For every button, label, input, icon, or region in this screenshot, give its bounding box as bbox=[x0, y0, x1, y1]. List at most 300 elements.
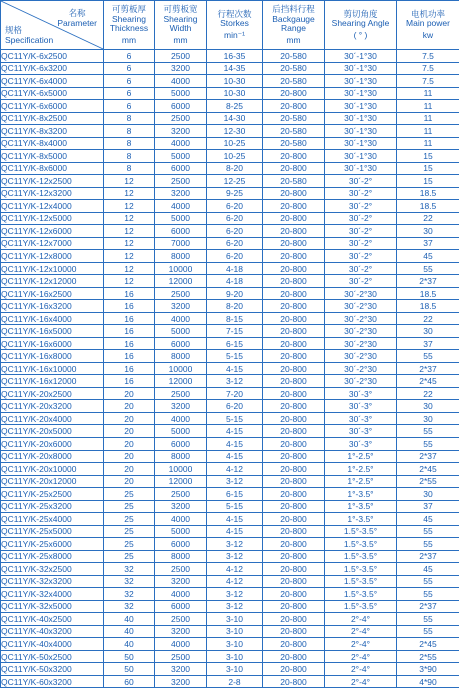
angle-cell: 2°-4° bbox=[325, 625, 397, 638]
power-cell: 15 bbox=[397, 175, 459, 188]
model-cell: QC11Y/K-20x5000 bbox=[1, 425, 104, 438]
power-cell: 11 bbox=[397, 125, 459, 138]
strokes-cell: 6-20 bbox=[207, 212, 263, 225]
strokes-cell: 6-15 bbox=[207, 337, 263, 350]
table-row bbox=[1, 212, 459, 225]
thickness-cell: 12 bbox=[104, 175, 155, 188]
header-power-unit: kw bbox=[397, 31, 459, 41]
thickness-cell: 16 bbox=[104, 362, 155, 375]
header-backgauge-unit: mm bbox=[263, 36, 324, 46]
table-row bbox=[1, 563, 459, 576]
header-parameter-en: Parameter bbox=[57, 19, 97, 29]
thickness-cell: 32 bbox=[104, 588, 155, 601]
power-cell: 3*90 bbox=[397, 663, 459, 676]
table-row bbox=[1, 200, 459, 213]
thickness-cell: 50 bbox=[104, 650, 155, 663]
width-cell: 6000 bbox=[155, 225, 207, 238]
model-cell: QC11Y/K-6x2500 bbox=[1, 50, 104, 63]
power-cell: 45 bbox=[397, 250, 459, 263]
table-row bbox=[1, 463, 459, 476]
angle-cell: 30´-3° bbox=[325, 412, 397, 425]
header-backgauge-en: Backgauge Range bbox=[263, 15, 324, 34]
strokes-cell: 6-20 bbox=[207, 250, 263, 263]
table-row bbox=[1, 488, 459, 501]
thickness-cell: 12 bbox=[104, 212, 155, 225]
model-cell: QC11Y/K-60x3200 bbox=[1, 675, 104, 688]
thickness-cell: 32 bbox=[104, 600, 155, 613]
strokes-cell: 14-35 bbox=[207, 62, 263, 75]
table-row bbox=[1, 50, 459, 63]
angle-cell: 1°-3.5° bbox=[325, 488, 397, 501]
table-row bbox=[1, 538, 459, 551]
model-cell: QC11Y/K-16x5000 bbox=[1, 325, 104, 338]
width-cell: 3200 bbox=[155, 62, 207, 75]
power-cell: 55 bbox=[397, 350, 459, 363]
backgauge-cell: 20-800 bbox=[263, 212, 325, 225]
strokes-cell: 4-18 bbox=[207, 275, 263, 288]
header-backgauge bbox=[263, 1, 325, 50]
angle-cell: 30´-2°30 bbox=[325, 325, 397, 338]
model-cell: QC11Y/K-6x6000 bbox=[1, 100, 104, 113]
power-cell: 45 bbox=[397, 563, 459, 576]
power-cell: 11 bbox=[397, 112, 459, 125]
model-cell: QC11Y/K-40x2500 bbox=[1, 613, 104, 626]
thickness-cell: 16 bbox=[104, 350, 155, 363]
header-parameter bbox=[57, 9, 97, 28]
width-cell: 3200 bbox=[155, 625, 207, 638]
spec-table-body bbox=[1, 50, 459, 688]
model-cell: QC11Y/K-6x3200 bbox=[1, 62, 104, 75]
header-strokes-en: Storkes bbox=[207, 19, 262, 29]
table-row bbox=[1, 75, 459, 88]
backgauge-cell: 20-800 bbox=[263, 325, 325, 338]
width-cell: 6000 bbox=[155, 538, 207, 551]
angle-cell: 30´-2° bbox=[325, 262, 397, 275]
thickness-cell: 20 bbox=[104, 425, 155, 438]
header-width-en: Shearing Width bbox=[155, 15, 206, 34]
strokes-cell: 5-15 bbox=[207, 350, 263, 363]
thickness-cell: 16 bbox=[104, 287, 155, 300]
power-cell: 30 bbox=[397, 412, 459, 425]
power-cell: 11 bbox=[397, 137, 459, 150]
angle-cell: 1.5°-3.5° bbox=[325, 588, 397, 601]
backgauge-cell: 20-800 bbox=[263, 250, 325, 263]
backgauge-cell: 20-800 bbox=[263, 187, 325, 200]
model-cell: QC11Y/K-16x2500 bbox=[1, 287, 104, 300]
table-row bbox=[1, 162, 459, 175]
table-row bbox=[1, 425, 459, 438]
backgauge-cell: 20-580 bbox=[263, 137, 325, 150]
thickness-cell: 12 bbox=[104, 275, 155, 288]
header-angle-cn: 剪切角度 bbox=[325, 10, 396, 20]
strokes-cell: 4-15 bbox=[207, 450, 263, 463]
width-cell: 12000 bbox=[155, 275, 207, 288]
header-strokes-cn: 行程次数 bbox=[207, 10, 262, 20]
backgauge-cell: 20-800 bbox=[263, 625, 325, 638]
angle-cell: 1°-3.5° bbox=[325, 500, 397, 513]
model-cell: QC11Y/K-32x4000 bbox=[1, 588, 104, 601]
angle-cell: 30´-1°30 bbox=[325, 162, 397, 175]
angle-cell: 30´-2° bbox=[325, 187, 397, 200]
model-cell: QC11Y/K-32x5000 bbox=[1, 600, 104, 613]
backgauge-cell: 20-800 bbox=[263, 412, 325, 425]
strokes-cell: 4-12 bbox=[207, 575, 263, 588]
table-row bbox=[1, 262, 459, 275]
backgauge-cell: 20-800 bbox=[263, 463, 325, 476]
power-cell: 2*37 bbox=[397, 362, 459, 375]
model-cell: QC11Y/K-20x10000 bbox=[1, 463, 104, 476]
angle-cell: 30´-1°30 bbox=[325, 137, 397, 150]
power-cell: 30 bbox=[397, 400, 459, 413]
angle-cell: 2°-4° bbox=[325, 663, 397, 676]
backgauge-cell: 20-800 bbox=[263, 425, 325, 438]
model-cell: QC11Y/K-8x2500 bbox=[1, 112, 104, 125]
thickness-cell: 8 bbox=[104, 125, 155, 138]
model-cell: QC11Y/K-20x4000 bbox=[1, 412, 104, 425]
backgauge-cell: 20-580 bbox=[263, 125, 325, 138]
model-cell: QC11Y/K-25x3200 bbox=[1, 500, 104, 513]
power-cell: 15 bbox=[397, 162, 459, 175]
angle-cell: 1°-2.5° bbox=[325, 475, 397, 488]
table-row bbox=[1, 87, 459, 100]
angle-cell: 30´-1°30 bbox=[325, 75, 397, 88]
thickness-cell: 6 bbox=[104, 87, 155, 100]
strokes-cell: 4-15 bbox=[207, 513, 263, 526]
strokes-cell: 8-20 bbox=[207, 300, 263, 313]
model-cell: QC11Y/K-32x2500 bbox=[1, 563, 104, 576]
thickness-cell: 12 bbox=[104, 262, 155, 275]
table-row bbox=[1, 325, 459, 338]
table-row bbox=[1, 588, 459, 601]
strokes-cell: 3-12 bbox=[207, 550, 263, 563]
width-cell: 10000 bbox=[155, 463, 207, 476]
backgauge-cell: 20-800 bbox=[263, 400, 325, 413]
angle-cell: 30´-2° bbox=[325, 225, 397, 238]
thickness-cell: 12 bbox=[104, 237, 155, 250]
power-cell: 7.5 bbox=[397, 62, 459, 75]
backgauge-cell: 20-800 bbox=[263, 287, 325, 300]
width-cell: 6000 bbox=[155, 437, 207, 450]
table-row bbox=[1, 112, 459, 125]
power-cell: 37 bbox=[397, 337, 459, 350]
strokes-cell: 3-10 bbox=[207, 613, 263, 626]
angle-cell: 30´-3° bbox=[325, 387, 397, 400]
backgauge-cell: 20-800 bbox=[263, 437, 325, 450]
table-row bbox=[1, 237, 459, 250]
angle-cell: 30´-2°30 bbox=[325, 300, 397, 313]
angle-cell: 30´-2°30 bbox=[325, 375, 397, 388]
model-cell: QC11Y/K-12x2500 bbox=[1, 175, 104, 188]
backgauge-cell: 20-800 bbox=[263, 362, 325, 375]
backgauge-cell: 20-800 bbox=[263, 262, 325, 275]
header-specification-cn: 规格 bbox=[5, 26, 53, 36]
thickness-cell: 12 bbox=[104, 187, 155, 200]
angle-cell: 30´-2° bbox=[325, 250, 397, 263]
angle-cell: 30´-2°30 bbox=[325, 350, 397, 363]
table-row bbox=[1, 613, 459, 626]
table-row bbox=[1, 663, 459, 676]
backgauge-cell: 20-580 bbox=[263, 112, 325, 125]
header-width-unit: mm bbox=[155, 36, 206, 46]
thickness-cell: 12 bbox=[104, 225, 155, 238]
thickness-cell: 8 bbox=[104, 162, 155, 175]
thickness-cell: 20 bbox=[104, 437, 155, 450]
model-cell: QC11Y/K-25x6000 bbox=[1, 538, 104, 551]
power-cell: 2*37 bbox=[397, 550, 459, 563]
strokes-cell: 7-15 bbox=[207, 325, 263, 338]
power-cell: 37 bbox=[397, 500, 459, 513]
header-specification bbox=[5, 26, 53, 45]
thickness-cell: 16 bbox=[104, 337, 155, 350]
backgauge-cell: 20-800 bbox=[263, 237, 325, 250]
strokes-cell: 4-15 bbox=[207, 437, 263, 450]
width-cell: 2500 bbox=[155, 112, 207, 125]
width-cell: 4000 bbox=[155, 200, 207, 213]
table-row bbox=[1, 150, 459, 163]
strokes-cell: 3-12 bbox=[207, 375, 263, 388]
width-cell: 3200 bbox=[155, 187, 207, 200]
backgauge-cell: 20-800 bbox=[263, 663, 325, 676]
strokes-cell: 5-15 bbox=[207, 412, 263, 425]
angle-cell: 30´-2°30 bbox=[325, 337, 397, 350]
model-cell: QC11Y/K-16x12000 bbox=[1, 375, 104, 388]
model-cell: QC11Y/K-20x3200 bbox=[1, 400, 104, 413]
width-cell: 12000 bbox=[155, 475, 207, 488]
thickness-cell: 12 bbox=[104, 200, 155, 213]
model-cell: QC11Y/K-12x4000 bbox=[1, 200, 104, 213]
strokes-cell: 4-12 bbox=[207, 563, 263, 576]
angle-cell: 1.5°-3.5° bbox=[325, 538, 397, 551]
table-row bbox=[1, 300, 459, 313]
table-row bbox=[1, 412, 459, 425]
header-strokes bbox=[207, 1, 263, 50]
strokes-cell: 3-10 bbox=[207, 650, 263, 663]
angle-cell: 30´-1°30 bbox=[325, 62, 397, 75]
table-row bbox=[1, 650, 459, 663]
model-cell: QC11Y/K-12x10000 bbox=[1, 262, 104, 275]
width-cell: 8000 bbox=[155, 250, 207, 263]
angle-cell: 1°-2.5° bbox=[325, 450, 397, 463]
strokes-cell: 3-10 bbox=[207, 663, 263, 676]
model-cell: QC11Y/K-16x6000 bbox=[1, 337, 104, 350]
strokes-cell: 6-20 bbox=[207, 225, 263, 238]
backgauge-cell: 20-800 bbox=[263, 375, 325, 388]
header-strokes-unit: min⁻¹ bbox=[207, 31, 262, 41]
strokes-cell: 4-15 bbox=[207, 425, 263, 438]
backgauge-cell: 20-580 bbox=[263, 62, 325, 75]
table-row bbox=[1, 137, 459, 150]
angle-cell: 1°-3.5° bbox=[325, 513, 397, 526]
backgauge-cell: 20-580 bbox=[263, 75, 325, 88]
table-row bbox=[1, 550, 459, 563]
backgauge-cell: 20-800 bbox=[263, 350, 325, 363]
power-cell: 2*55 bbox=[397, 475, 459, 488]
strokes-cell: 3-12 bbox=[207, 538, 263, 551]
backgauge-cell: 20-800 bbox=[263, 550, 325, 563]
backgauge-cell: 20-800 bbox=[263, 162, 325, 175]
power-cell: 55 bbox=[397, 525, 459, 538]
angle-cell: 1.5°-3.5° bbox=[325, 525, 397, 538]
thickness-cell: 20 bbox=[104, 387, 155, 400]
width-cell: 5000 bbox=[155, 425, 207, 438]
angle-cell: 1.5°-3.5° bbox=[325, 550, 397, 563]
thickness-cell: 8 bbox=[104, 112, 155, 125]
strokes-cell: 10-30 bbox=[207, 75, 263, 88]
backgauge-cell: 20-800 bbox=[263, 500, 325, 513]
model-cell: QC11Y/K-16x10000 bbox=[1, 362, 104, 375]
width-cell: 4000 bbox=[155, 638, 207, 651]
table-row bbox=[1, 525, 459, 538]
width-cell: 2500 bbox=[155, 287, 207, 300]
table-row bbox=[1, 600, 459, 613]
power-cell: 2*37 bbox=[397, 275, 459, 288]
table-row bbox=[1, 100, 459, 113]
width-cell: 4000 bbox=[155, 137, 207, 150]
power-cell: 18.5 bbox=[397, 200, 459, 213]
table-row bbox=[1, 337, 459, 350]
power-cell: 2*55 bbox=[397, 650, 459, 663]
strokes-cell: 4-15 bbox=[207, 362, 263, 375]
power-cell: 30 bbox=[397, 488, 459, 501]
table-row bbox=[1, 362, 459, 375]
width-cell: 6000 bbox=[155, 162, 207, 175]
power-cell: 18.5 bbox=[397, 287, 459, 300]
header-parameter-cn: 名称 bbox=[57, 9, 97, 19]
angle-cell: 30´-1°30 bbox=[325, 50, 397, 63]
width-cell: 2500 bbox=[155, 650, 207, 663]
model-cell: QC11Y/K-25x4000 bbox=[1, 513, 104, 526]
width-cell: 8000 bbox=[155, 450, 207, 463]
width-cell: 8000 bbox=[155, 350, 207, 363]
strokes-cell: 4-15 bbox=[207, 525, 263, 538]
strokes-cell: 8-25 bbox=[207, 100, 263, 113]
header-specification-en: Specification bbox=[5, 36, 53, 46]
header-angle-unit: ( ° ) bbox=[325, 31, 396, 41]
power-cell: 2*45 bbox=[397, 638, 459, 651]
model-cell: QC11Y/K-12x3200 bbox=[1, 187, 104, 200]
power-cell: 55 bbox=[397, 425, 459, 438]
width-cell: 5000 bbox=[155, 525, 207, 538]
strokes-cell: 10-25 bbox=[207, 150, 263, 163]
power-cell: 18.5 bbox=[397, 300, 459, 313]
thickness-cell: 6 bbox=[104, 75, 155, 88]
width-cell: 6000 bbox=[155, 100, 207, 113]
model-cell: QC11Y/K-8x6000 bbox=[1, 162, 104, 175]
thickness-cell: 25 bbox=[104, 550, 155, 563]
backgauge-cell: 20-800 bbox=[263, 675, 325, 688]
width-cell: 4000 bbox=[155, 412, 207, 425]
width-cell: 2500 bbox=[155, 563, 207, 576]
table-row bbox=[1, 250, 459, 263]
width-cell: 2500 bbox=[155, 387, 207, 400]
table-row bbox=[1, 275, 459, 288]
header-power-cn: 电机功率 bbox=[397, 10, 459, 20]
table-row bbox=[1, 450, 459, 463]
table-row bbox=[1, 513, 459, 526]
power-cell: 55 bbox=[397, 575, 459, 588]
thickness-cell: 8 bbox=[104, 150, 155, 163]
thickness-cell: 16 bbox=[104, 300, 155, 313]
backgauge-cell: 20-800 bbox=[263, 588, 325, 601]
width-cell: 2500 bbox=[155, 175, 207, 188]
power-cell: 22 bbox=[397, 212, 459, 225]
table-row bbox=[1, 675, 459, 688]
power-cell: 11 bbox=[397, 87, 459, 100]
width-cell: 8000 bbox=[155, 550, 207, 563]
table-row bbox=[1, 225, 459, 238]
table-row bbox=[1, 387, 459, 400]
backgauge-cell: 20-800 bbox=[263, 513, 325, 526]
thickness-cell: 20 bbox=[104, 475, 155, 488]
angle-cell: 30´-1°30 bbox=[325, 150, 397, 163]
backgauge-cell: 20-800 bbox=[263, 200, 325, 213]
thickness-cell: 25 bbox=[104, 500, 155, 513]
width-cell: 3200 bbox=[155, 575, 207, 588]
model-cell: QC11Y/K-40x3200 bbox=[1, 625, 104, 638]
power-cell: 2*37 bbox=[397, 450, 459, 463]
angle-cell: 30´-2° bbox=[325, 200, 397, 213]
table-row bbox=[1, 375, 459, 388]
width-cell: 4000 bbox=[155, 588, 207, 601]
header-thickness-cn: 可剪板厚 bbox=[104, 5, 154, 15]
table-row bbox=[1, 125, 459, 138]
model-cell: QC11Y/K-20x6000 bbox=[1, 437, 104, 450]
header-power bbox=[397, 1, 459, 50]
table-row bbox=[1, 287, 459, 300]
model-cell: QC11Y/K-8x4000 bbox=[1, 137, 104, 150]
width-cell: 10000 bbox=[155, 362, 207, 375]
power-cell: 55 bbox=[397, 262, 459, 275]
thickness-cell: 32 bbox=[104, 563, 155, 576]
model-cell: QC11Y/K-50x3200 bbox=[1, 663, 104, 676]
strokes-cell: 10-30 bbox=[207, 87, 263, 100]
thickness-cell: 6 bbox=[104, 50, 155, 63]
thickness-cell: 20 bbox=[104, 463, 155, 476]
model-cell: QC11Y/K-12x5000 bbox=[1, 212, 104, 225]
model-cell: QC11Y/K-8x3200 bbox=[1, 125, 104, 138]
backgauge-cell: 20-800 bbox=[263, 488, 325, 501]
strokes-cell: 3-12 bbox=[207, 475, 263, 488]
strokes-cell: 3-10 bbox=[207, 638, 263, 651]
model-cell: QC11Y/K-8x5000 bbox=[1, 150, 104, 163]
width-cell: 3200 bbox=[155, 300, 207, 313]
strokes-cell: 6-20 bbox=[207, 400, 263, 413]
power-cell: 37 bbox=[397, 237, 459, 250]
strokes-cell: 3-12 bbox=[207, 600, 263, 613]
backgauge-cell: 20-800 bbox=[263, 150, 325, 163]
angle-cell: 30´-1°30 bbox=[325, 112, 397, 125]
width-cell: 2500 bbox=[155, 50, 207, 63]
width-cell: 4000 bbox=[155, 513, 207, 526]
strokes-cell: 8-20 bbox=[207, 162, 263, 175]
power-cell: 2*45 bbox=[397, 375, 459, 388]
thickness-cell: 16 bbox=[104, 312, 155, 325]
strokes-cell: 6-15 bbox=[207, 488, 263, 501]
power-cell: 7.5 bbox=[397, 75, 459, 88]
model-cell: QC11Y/K-32x3200 bbox=[1, 575, 104, 588]
model-cell: QC11Y/K-25x5000 bbox=[1, 525, 104, 538]
backgauge-cell: 20-580 bbox=[263, 50, 325, 63]
angle-cell: 30´-1°30 bbox=[325, 125, 397, 138]
power-cell: 4*90 bbox=[397, 675, 459, 688]
backgauge-cell: 20-800 bbox=[263, 613, 325, 626]
power-cell: 7.5 bbox=[397, 50, 459, 63]
strokes-cell: 5-15 bbox=[207, 500, 263, 513]
model-cell: QC11Y/K-20x12000 bbox=[1, 475, 104, 488]
backgauge-cell: 20-800 bbox=[263, 538, 325, 551]
table-row bbox=[1, 625, 459, 638]
thickness-cell: 16 bbox=[104, 325, 155, 338]
